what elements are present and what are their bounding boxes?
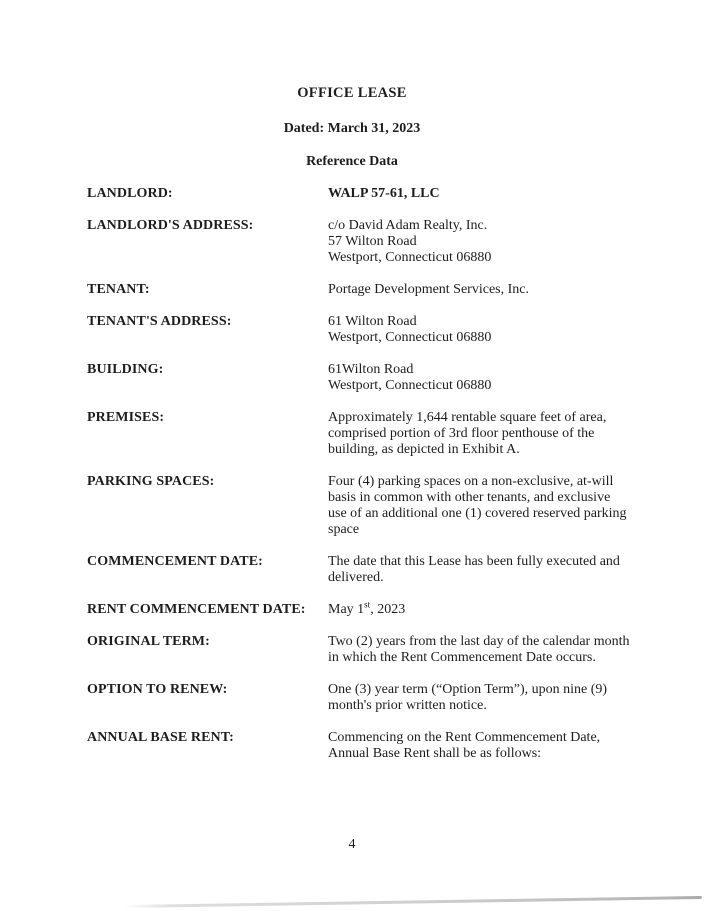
field-value xyxy=(328,218,662,266)
field-label: LANDLORD: xyxy=(87,186,173,201)
field-value xyxy=(328,682,662,714)
field-value-line: Portage Development Services, Inc. xyxy=(328,282,529,297)
field-value-line: Approximately 1,644 rentable square feet of area, xyxy=(328,410,607,425)
section-heading: Reference Data xyxy=(306,154,398,169)
field-value xyxy=(328,362,662,394)
field-value-line: comprised portion of 3rd floor penthouse of the xyxy=(328,426,595,441)
field-value-line: c/o David Adam Realty, Inc. xyxy=(328,218,488,233)
field-value xyxy=(328,634,662,666)
field-value-line: Westport, Connecticut 06880 xyxy=(328,378,492,393)
field-value-line: The date that this Lease has been fully executed and xyxy=(328,554,620,569)
field-label: RENT COMMENCEMENT DATE: xyxy=(87,602,306,617)
scan-artifact-line xyxy=(124,896,702,908)
field-value-line: in which the Rent Commencement Date occurs. xyxy=(328,650,596,665)
field-value-line: Four (4) parking spaces on a non-exclusive, at-will xyxy=(328,474,614,489)
field-value-line: WALP 57-61, LLC xyxy=(328,186,440,201)
reference-row xyxy=(87,410,674,458)
field-label: TENANT'S ADDRESS: xyxy=(87,314,232,329)
field-value-line: 61 Wilton Road xyxy=(328,314,417,329)
field-value-line: Annual Base Rent shall be as follows: xyxy=(328,746,542,761)
field-value xyxy=(328,282,662,298)
field-value-line: building, as depicted in Exhibit A. xyxy=(328,442,520,457)
reference-row xyxy=(87,730,674,762)
field-label: ORIGINAL TERM: xyxy=(87,634,210,649)
field-value-line: Westport, Connecticut 06880 xyxy=(328,330,492,345)
field-value-line: Two (2) years from the last day of the calendar month xyxy=(328,634,630,649)
reference-row xyxy=(87,314,674,346)
field-value-line: use of an additional one (1) covered reserved parking xyxy=(328,506,627,521)
field-value-line: month's prior written notice. xyxy=(328,698,487,713)
field-value-line: 61Wilton Road xyxy=(328,362,414,377)
field-value-line: Commencing on the Rent Commencement Date, xyxy=(328,730,601,745)
field-value xyxy=(328,474,662,538)
reference-row xyxy=(87,186,674,202)
field-label: PREMISES: xyxy=(87,410,165,425)
reference-row xyxy=(87,634,674,666)
reference-row xyxy=(87,282,674,298)
field-value xyxy=(328,554,662,586)
field-label: OPTION TO RENEW: xyxy=(87,682,228,697)
reference-rows xyxy=(87,186,674,778)
field-label: TENANT: xyxy=(87,282,150,297)
field-value-line: delivered. xyxy=(328,570,384,585)
field-label: ANNUAL BASE RENT: xyxy=(87,730,234,745)
field-label: PARKING SPACES: xyxy=(87,474,215,489)
field-value-line: Westport, Connecticut 06880 xyxy=(328,250,492,265)
field-value xyxy=(328,186,662,202)
reference-row xyxy=(87,362,674,394)
reference-row xyxy=(87,682,674,714)
reference-row xyxy=(87,599,674,618)
reference-row xyxy=(87,474,674,538)
field-label: COMMENCEMENT DATE: xyxy=(87,554,263,569)
field-value xyxy=(328,599,662,618)
document-date-line: Dated: March 31, 2023 xyxy=(283,121,421,136)
field-value-line: space xyxy=(328,522,360,537)
field-value xyxy=(328,314,662,346)
document-title: OFFICE LEASE xyxy=(297,85,407,101)
page-number: 4 xyxy=(348,837,356,852)
field-label: BUILDING: xyxy=(87,362,164,377)
field-value-line: One (3) year term (“Option Term”), upon nine (9) xyxy=(328,682,608,697)
field-value-line: basis in common with other tenants, and exclusive xyxy=(328,490,611,505)
field-value-line: 57 Wilton Road xyxy=(328,234,417,249)
field-label: LANDLORD'S ADDRESS: xyxy=(87,218,254,233)
reference-row xyxy=(87,218,674,266)
field-value-line: May 1st, 2023 xyxy=(328,599,406,617)
reference-row xyxy=(87,554,674,586)
field-value xyxy=(328,410,662,458)
field-value xyxy=(328,730,662,762)
